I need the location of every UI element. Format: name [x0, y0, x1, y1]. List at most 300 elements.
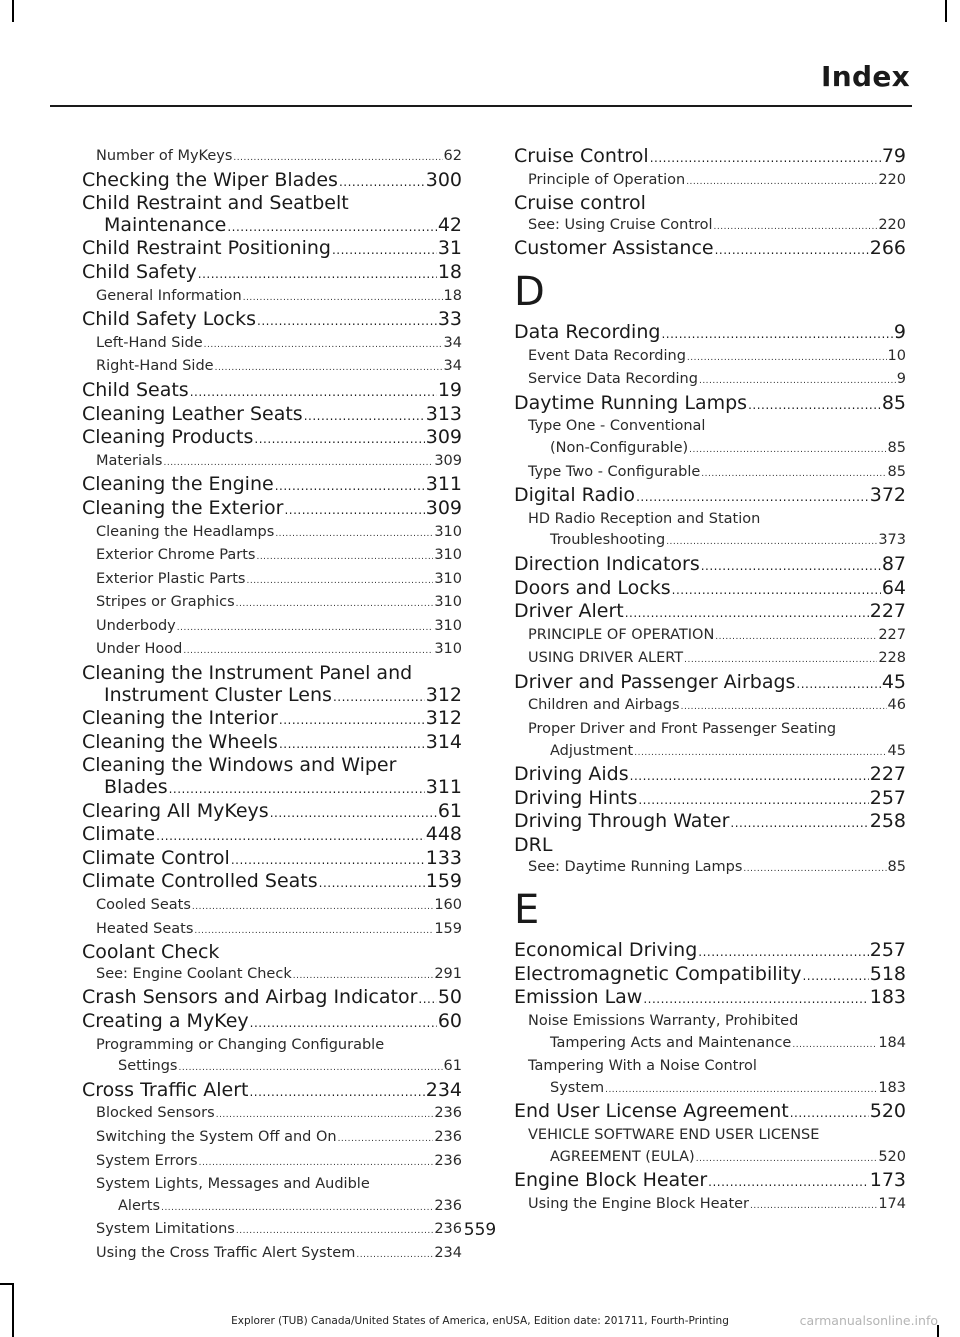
entry-term: Stripes or Graphics	[96, 594, 235, 611]
dot-leader	[643, 989, 868, 1011]
entry-page: 310	[434, 570, 462, 587]
entry-page: 50	[437, 986, 462, 1009]
entry-page: 159	[425, 870, 462, 893]
entry-page: 9	[893, 320, 906, 343]
entry-row	[82, 801, 462, 825]
dot-leader	[605, 1080, 877, 1102]
entry-row	[82, 215, 462, 239]
index-subentry	[514, 346, 906, 370]
dot-leader	[802, 966, 868, 988]
entry-page: 236	[434, 1105, 462, 1122]
entry-row	[82, 238, 462, 262]
entry-row	[96, 639, 462, 663]
entry-term: See: Using Cruise Control	[528, 216, 713, 233]
dot-leader	[257, 311, 437, 333]
dot-leader	[698, 942, 868, 964]
entry-page: 257	[869, 939, 906, 962]
entry-page: 291	[434, 965, 462, 982]
entry-page: 61	[443, 1058, 462, 1075]
index-entry	[82, 404, 462, 428]
index-entry	[514, 764, 906, 788]
entry-page: 87	[881, 552, 906, 575]
index-subentry	[514, 1056, 906, 1101]
index-entry	[82, 427, 462, 451]
entry-row	[96, 522, 462, 546]
entry-page: 258	[869, 810, 906, 833]
index-entry	[514, 322, 906, 346]
entry-row	[528, 438, 906, 462]
entry-row	[96, 616, 462, 640]
index-entry	[82, 871, 462, 895]
entry-row	[514, 554, 906, 578]
dot-leader	[319, 873, 425, 895]
entry-page: 448	[425, 823, 462, 846]
dot-leader	[243, 288, 443, 310]
index-entry	[514, 987, 906, 1011]
entry-term: Data Recording	[514, 320, 661, 343]
dot-leader	[715, 240, 869, 262]
index-entry	[82, 755, 462, 800]
entry-row	[528, 369, 906, 393]
entry-row	[82, 708, 462, 732]
entry-term: Right-Hand Side	[96, 358, 214, 375]
index-subentry	[82, 616, 462, 640]
entry-page: 266	[869, 237, 906, 260]
entry-term: Cooled Seats	[96, 897, 191, 913]
index-subentry	[514, 462, 906, 486]
entry-row	[96, 1196, 462, 1220]
index-entry	[82, 801, 462, 825]
entry-row	[514, 146, 906, 170]
dot-leader	[233, 148, 442, 170]
dot-leader	[216, 1105, 434, 1127]
dot-leader	[279, 734, 425, 756]
entry-page: 160	[434, 897, 462, 913]
entry-row	[528, 462, 906, 486]
entry-term-continued: Blades	[104, 776, 168, 799]
entry-term-continued: Maintenance	[104, 213, 227, 236]
entry-row	[514, 940, 906, 964]
index-column-right	[514, 146, 906, 1217]
entry-row	[96, 1056, 462, 1080]
page-number: 559	[463, 1220, 497, 1240]
entry-row	[514, 835, 906, 857]
index-entry	[82, 708, 462, 732]
dot-leader	[332, 240, 437, 262]
entry-row	[514, 811, 906, 835]
dot-leader	[356, 1245, 433, 1267]
index-subentry	[514, 369, 906, 393]
dot-leader	[630, 766, 869, 788]
entry-row	[82, 777, 462, 801]
dot-leader	[701, 464, 886, 486]
index-subentry	[82, 333, 462, 357]
index-entry	[82, 987, 462, 1011]
entry-row	[96, 1151, 462, 1175]
dot-leader	[190, 382, 437, 404]
entry-row	[82, 732, 462, 756]
index-entry	[514, 578, 906, 602]
entry-row	[96, 895, 462, 919]
entry-term: Driving Through Water	[514, 810, 730, 833]
entry-page: 62	[443, 148, 462, 164]
entry-row	[514, 1170, 906, 1194]
index-entry	[514, 940, 906, 964]
dot-leader	[192, 897, 433, 919]
entry-row	[514, 485, 906, 509]
index-subentry	[82, 356, 462, 380]
index-entry	[82, 262, 462, 286]
entry-row	[82, 404, 462, 428]
dot-leader	[284, 500, 424, 522]
entry-page: 310	[434, 641, 462, 658]
watermark: carmanualsonline.info	[799, 1313, 938, 1328]
index-entry	[82, 732, 462, 756]
index-entry	[82, 824, 462, 848]
entry-term: Cleaning the Interior	[82, 707, 278, 730]
entry-row	[96, 333, 462, 357]
entry-page: 18	[437, 260, 462, 283]
index-subentry	[82, 1243, 462, 1267]
index-subentry	[514, 1011, 906, 1056]
dot-leader	[227, 217, 436, 239]
entry-term: Cruise control	[514, 192, 646, 215]
dot-leader	[743, 859, 886, 881]
entry-page: 19	[437, 378, 462, 401]
entry-term: Cleaning the Headlamps	[96, 523, 275, 540]
index-subentry	[82, 1151, 462, 1175]
dot-leader	[333, 687, 425, 709]
dot-leader	[249, 1082, 424, 1104]
entry-page: 42	[437, 213, 462, 236]
entry-row	[514, 764, 906, 788]
entry-term: Proper Driver and Front Passenger Seating	[528, 721, 837, 738]
entry-term: PRINCIPLE OF OPERATION	[528, 626, 715, 643]
dot-leader	[215, 358, 443, 380]
entry-term: Electromagnetic Compatibility	[514, 962, 802, 985]
index-subentry	[514, 170, 906, 194]
index-entry	[82, 848, 462, 872]
dot-leader	[254, 429, 424, 451]
entry-row	[514, 788, 906, 812]
dot-leader	[178, 1058, 442, 1080]
entry-row	[528, 625, 906, 649]
entry-term: Daytime Running Lamps	[514, 391, 748, 414]
entry-row	[82, 170, 462, 194]
entry-row	[82, 498, 462, 522]
index-entry	[514, 393, 906, 417]
entry-row	[528, 530, 906, 554]
dot-leader	[689, 440, 886, 462]
entry-term: Child Restraint Positioning	[82, 237, 331, 260]
entry-page: 18	[443, 287, 462, 304]
dot-leader	[636, 487, 869, 509]
index-subentry	[514, 695, 906, 719]
entry-term-continued: AGREEMENT (EULA)	[550, 1148, 695, 1165]
entry-row	[96, 356, 462, 380]
dot-leader	[715, 627, 877, 649]
index-subentry	[82, 146, 462, 170]
entry-row	[82, 309, 462, 333]
entry-page: 10	[887, 347, 906, 364]
entry-page: 34	[443, 358, 462, 375]
entry-term-continued: Instrument Cluster Lens	[104, 683, 332, 706]
index-entry	[82, 498, 462, 522]
entry-page: 309	[434, 452, 462, 469]
entry-term: Cleaning the Engine	[82, 473, 274, 496]
entry-row	[96, 286, 462, 310]
entry-page: 311	[425, 776, 462, 799]
entry-row	[514, 393, 906, 417]
dot-leader	[730, 813, 868, 835]
entry-term: Number of MyKeys	[96, 148, 233, 164]
entry-row	[82, 262, 462, 286]
entry-term: System Limitations	[96, 1221, 235, 1238]
dot-leader	[686, 172, 877, 194]
entry-term: Child Safety	[82, 260, 197, 283]
entry-row	[96, 1103, 462, 1127]
entry-page: 520	[869, 1100, 906, 1123]
edition-footer: Explorer (TUB) Canada/United States of America, enUSA, Edition date: 201711, Fourth-Printing	[231, 1315, 729, 1327]
entry-row	[96, 569, 462, 593]
dot-leader	[790, 1103, 869, 1125]
index-subentry	[514, 509, 906, 554]
entry-row	[514, 987, 906, 1011]
entry-page: 183	[869, 986, 906, 1009]
entry-term: Child Seats	[82, 378, 189, 401]
index-entry	[82, 942, 462, 964]
entry-term: Exterior Chrome Parts	[96, 547, 256, 564]
entry-page: 518	[869, 962, 906, 985]
dot-leader	[701, 556, 881, 578]
entry-row	[82, 871, 462, 895]
dot-leader	[231, 850, 425, 872]
index-subentry	[514, 1125, 906, 1170]
entry-term: Climate Control	[82, 846, 230, 869]
dot-leader	[156, 826, 425, 848]
dot-leader	[684, 650, 877, 672]
dot-leader	[183, 641, 433, 663]
index-entry	[514, 146, 906, 170]
index-entry	[514, 485, 906, 509]
entry-term: System Lights, Messages and Audible	[96, 1176, 370, 1193]
entry-term: Event Data Recording	[528, 347, 686, 364]
entry-term: Blocked Sensors	[96, 1105, 215, 1122]
entry-page: 45	[887, 742, 906, 759]
entry-row	[82, 987, 462, 1011]
index-entry	[82, 193, 462, 238]
index-entry	[514, 835, 906, 857]
header-rule	[50, 105, 912, 107]
index-subentry	[82, 1103, 462, 1127]
entry-term-continued: Adjustment	[550, 742, 634, 759]
dot-leader	[634, 743, 886, 765]
entry-page: 227	[869, 763, 906, 786]
entry-term: System Errors	[96, 1152, 198, 1169]
entry-page: 372	[869, 484, 906, 507]
entry-term: Driving Hints	[514, 786, 638, 809]
index-subentry	[82, 592, 462, 616]
entry-term: Child Restraint and Seatbelt	[82, 192, 349, 215]
entry-page: 227	[878, 626, 906, 643]
entry-term: Driver Alert	[514, 600, 624, 623]
entry-row	[528, 648, 906, 672]
entry-page: 183	[878, 1079, 906, 1096]
entry-row	[514, 238, 906, 262]
index-subentry	[82, 545, 462, 569]
index-entry	[82, 238, 462, 262]
crop-mark-bottom-left-h	[0, 1283, 14, 1285]
entry-row	[96, 592, 462, 616]
entry-term: Engine Block Heater	[514, 1169, 708, 1192]
index-subentry	[82, 451, 462, 475]
entry-page: 234	[434, 1244, 462, 1261]
dot-leader	[163, 453, 433, 475]
index-entry	[82, 474, 462, 498]
entry-page: 85	[887, 858, 906, 875]
entry-page: 310	[434, 617, 462, 634]
entry-term: Switching the System Off and On	[96, 1128, 337, 1145]
entry-page: 300	[425, 168, 462, 191]
entry-page: 64	[881, 576, 906, 599]
entry-row	[82, 824, 462, 848]
entry-term: Digital Radio	[514, 484, 636, 507]
entry-term: Exterior Plastic Parts	[96, 570, 246, 587]
entry-term: Service Data Recording	[528, 371, 698, 388]
dot-leader	[270, 803, 437, 825]
entry-term: Cleaning the Exterior	[82, 496, 284, 519]
entry-term: General Information	[96, 287, 242, 304]
dot-leader	[687, 348, 887, 370]
entry-term: Under Hood	[96, 641, 183, 658]
dot-leader	[275, 476, 425, 498]
index-entry	[514, 238, 906, 262]
index-subentry	[82, 964, 462, 988]
index-entry	[82, 309, 462, 333]
entry-term: DRL	[514, 834, 553, 857]
index-entry	[82, 663, 462, 708]
entry-page: 33	[437, 308, 462, 331]
entry-row	[82, 1011, 462, 1035]
entry-term: Heated Seats	[96, 920, 194, 937]
entry-term: Using the Cross Traffic Alert System	[96, 1244, 356, 1261]
index-subentry	[514, 416, 906, 461]
index-subentry	[82, 1127, 462, 1151]
dot-leader	[304, 406, 425, 428]
entry-term: Tampering With a Noise Control	[528, 1058, 757, 1075]
dot-leader	[699, 371, 896, 393]
index-subentry	[514, 215, 906, 239]
index-entry	[514, 601, 906, 625]
dot-leader	[796, 674, 880, 696]
dot-leader	[625, 603, 869, 625]
entry-row	[528, 741, 906, 765]
entry-term: Doors and Locks	[514, 576, 671, 599]
index-entry	[82, 1080, 462, 1104]
dot-leader	[246, 571, 433, 593]
dot-leader	[293, 966, 434, 988]
entry-page: 310	[434, 547, 462, 564]
dot-leader	[696, 1149, 878, 1171]
entry-page: 220	[878, 216, 906, 233]
entry-page: 60	[437, 1009, 462, 1032]
index-entry	[514, 788, 906, 812]
entry-row	[514, 1101, 906, 1125]
entry-row	[82, 474, 462, 498]
index-subentry	[514, 648, 906, 672]
entry-term: Left-Hand Side	[96, 334, 203, 351]
index-entry	[514, 193, 906, 215]
entry-term: Cross Traffic Alert	[82, 1078, 249, 1101]
entry-page: 133	[425, 846, 462, 869]
entry-page: 373	[878, 532, 906, 549]
entry-row	[528, 1078, 906, 1102]
entry-term: Cruise Control	[514, 145, 649, 167]
entry-term: See: Daytime Running Lamps	[528, 858, 743, 875]
index-subentry	[82, 919, 462, 943]
dot-leader	[672, 580, 881, 602]
dot-leader	[792, 1035, 877, 1057]
entry-term: Customer Assistance	[514, 237, 714, 260]
dot-leader	[279, 710, 425, 732]
entry-page: 220	[878, 171, 906, 188]
index-subentry	[82, 895, 462, 919]
entry-term: Crash Sensors and Airbag Indicator	[82, 986, 418, 1009]
index-subentry	[82, 569, 462, 593]
entry-page: 236	[434, 1221, 462, 1238]
entry-row	[528, 1194, 906, 1218]
entry-term: End User License Agreement	[514, 1100, 789, 1123]
entry-term-continued: (Non-Configurable)	[550, 439, 689, 456]
dot-leader	[199, 1153, 434, 1175]
index-entry	[514, 811, 906, 835]
dot-leader	[236, 594, 434, 616]
entry-page: 311	[425, 473, 462, 496]
entry-row	[514, 601, 906, 625]
entry-row	[82, 1080, 462, 1104]
entry-term: USING DRIVER ALERT	[528, 650, 684, 667]
entry-term-continued: System	[550, 1079, 605, 1096]
entry-page: 31	[437, 237, 462, 260]
entry-row	[82, 942, 462, 964]
crop-mark-bottom-left	[12, 1283, 14, 1337]
section-letter: E	[514, 887, 540, 934]
entry-term: Driver and Passenger Airbags	[514, 670, 796, 693]
entry-term: See: Engine Coolant Check	[96, 965, 292, 982]
index-subentry	[82, 639, 462, 663]
entry-page: 174	[878, 1195, 906, 1212]
dot-leader	[714, 217, 878, 239]
crop-mark-top-left	[12, 0, 14, 22]
dot-leader	[418, 989, 436, 1011]
dot-leader	[708, 1172, 869, 1194]
entry-term: Noise Emissions Warranty, Prohibited	[528, 1013, 799, 1029]
entry-page: 79	[881, 145, 906, 167]
dot-leader	[661, 324, 892, 346]
entry-page: 9	[896, 371, 906, 388]
entry-term: Cleaning the Wheels	[82, 730, 278, 753]
entry-term: Programming or Changing Configurable	[96, 1036, 385, 1053]
entry-page: 310	[434, 594, 462, 611]
index-subentry	[514, 857, 906, 881]
entry-row	[96, 545, 462, 569]
entry-term-continued: Alerts	[118, 1197, 161, 1214]
entry-page: 228	[878, 650, 906, 667]
dot-leader	[256, 547, 433, 569]
entry-page: 85	[881, 391, 906, 414]
index-subentry	[514, 719, 906, 764]
entry-page: 236	[434, 1128, 462, 1145]
